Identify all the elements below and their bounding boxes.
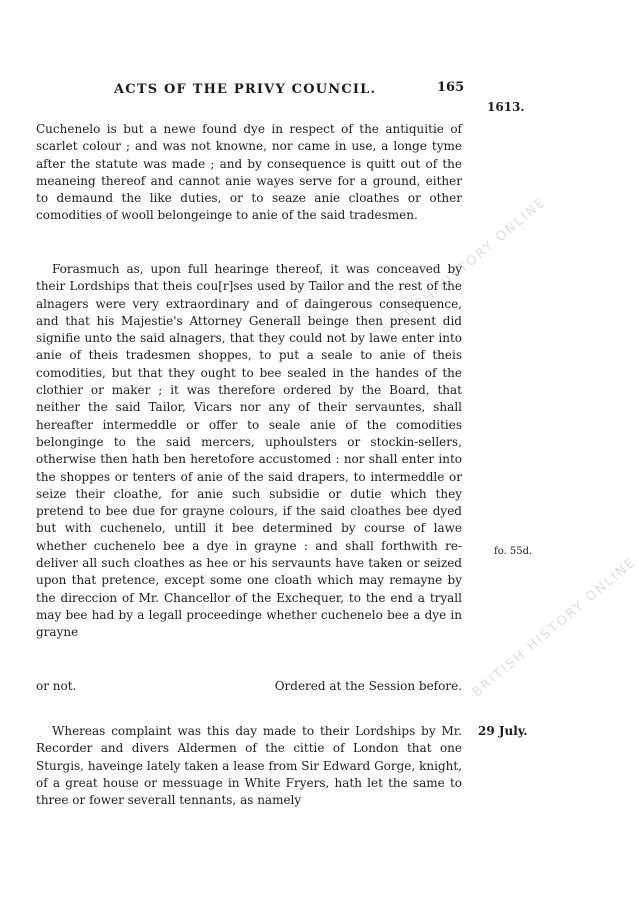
- ordered-line: [36, 678, 462, 695]
- margin-folio: fo. 55d.: [494, 546, 533, 557]
- margin-year: 1613.: [487, 100, 525, 114]
- ordered-note: Ordered at the Session before.: [274, 679, 462, 693]
- paragraph-2-end: or not.: [36, 679, 77, 693]
- watermark: BRITISH HISTORY ONLINE: [469, 554, 639, 701]
- page-number: 165: [437, 80, 465, 95]
- running-head: ACTS OF THE PRIVY COUNCIL.: [114, 82, 377, 97]
- margin-date: 29 July.: [478, 724, 528, 738]
- paragraph-3: Whereas complaint was this day made to their Lordships by Mr. Recorder and divers Aldermen of the cittie of London that one Sturgis, haveinge lately taken a lease from Sir Edward Gorge, knight, of a great house or messuage in White Fryers, hath let the same to three or fower severall tennants, as namely: [36, 724, 462, 808]
- paragraph-2: Forasmuch as, upon full hearinge thereof, it was conceaved by their Lordships that theis cou[r]ses used by Tailor and the rest of the alnagers were very extraordinary and of daingerous consequence, and that his Majestie's Attorney Generall beinge then present did signifie unto the said alnagers, that they could not by lawe enter into anie of theis tradesmen shoppes, to put a seale to anie of theis comodities, but that they ought to bee sealed in the handes of the clothier or maker ; it was therefore ordered by the Board, that neither the said Tailor, Vicars nor any of their servauntes, shall hereafter intermeddle or offer to seale anie of the comodities belonginge to the said mercers, uphoulsters or stockin-sellers, otherwise then hath ben heretofore accustomed : nor shall enter into the shoppes or tenters of anie of the said drapers, to intermeddle or seize their cloathe, for anie such subsidie or dutie which they pretend to bee due for grayne colours, if the said cloathes bee dyed but with cuchenelo, untill it bee determined by course of lawe whether cuchenelo bee a dye in grayne : and shall forthwith re-deliver all such cloathes as hee or his servaunts have taken or seized upon that pretence, except some one cloath which may remayne by the direccion of Mr. Chancellor of the Exchequer, to the end a tryall may bee had by a legall proceedinge whether cuchenelo bee a dye in grayne: [36, 262, 462, 640]
- watermark: BRITISH HISTORY ONLINE: [379, 194, 550, 341]
- paragraph-1: Cuchenelo is but a newe found dye in respect of the antiquitie of scarlet colour ; and was not knowne, nor came in use, a longe tyme after the statute was made ; and by consequence is quitt out of the meaneing thereof and cannot anie wayes serve for a ground, either to demaund the like duties, or to seaze anie cloathes or other comodities of wooll belongeinge to anie of the said tradesmen.: [36, 122, 462, 223]
